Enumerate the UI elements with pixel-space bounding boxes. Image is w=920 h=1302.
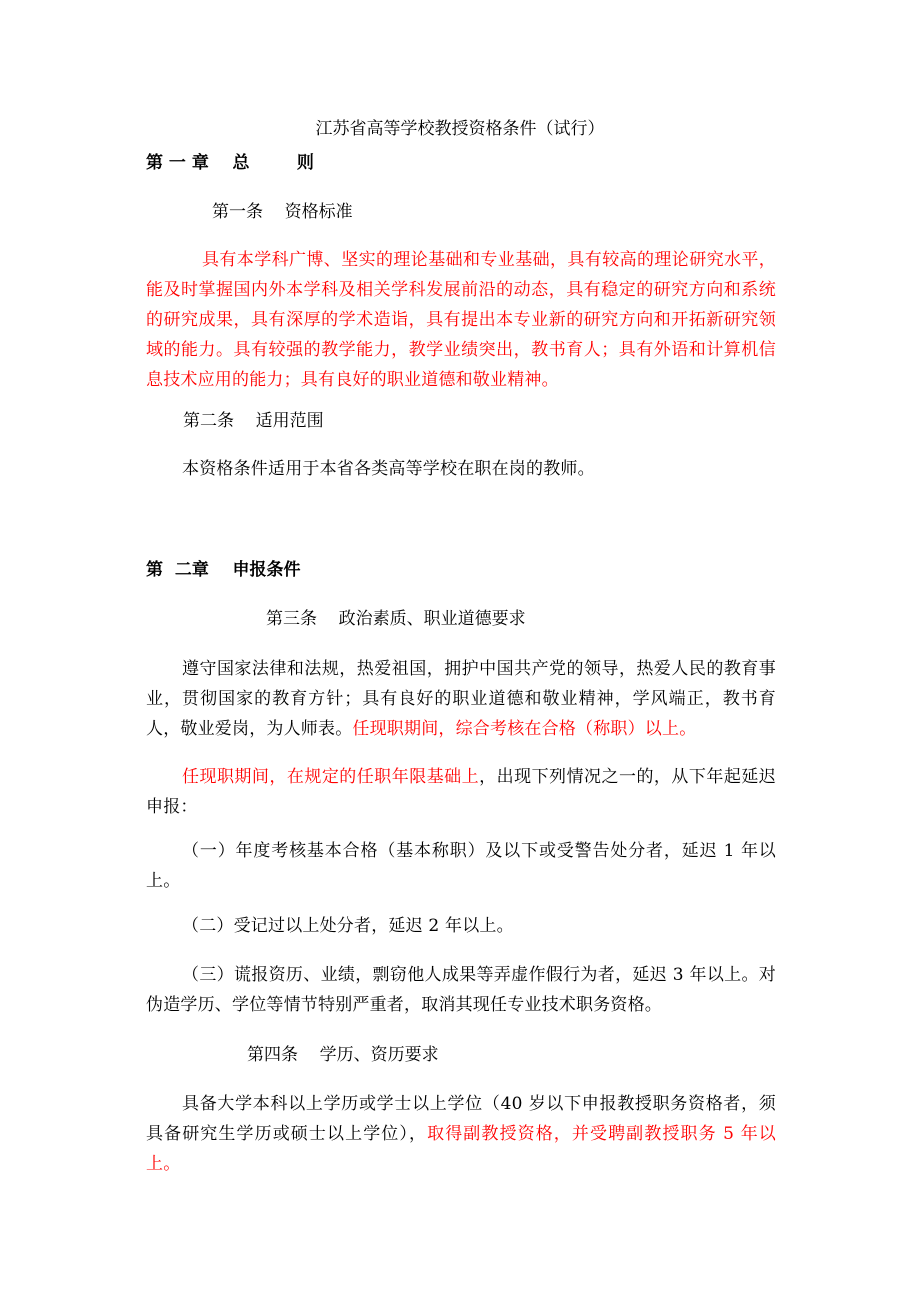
article-3-paragraph-2-highlight: 任现职期间，在规定的任职年限基础上	[182, 767, 480, 787]
article-3-paragraph-2-text: ，出现下列情况之一的，从下年起延迟申报：	[146, 767, 776, 817]
article-4-paragraph-1-text: 具备大学本科以上学历或学士以上学位（40 岁以下申报教授职务资格者，须具备研究生学历或硕士以上学位），	[146, 1094, 776, 1144]
article-3-heading: 第三条 政治素质、职业道德要求	[266, 609, 526, 629]
article-1-heading: 第一条 资格标准	[212, 202, 353, 222]
document-title: 江苏省高等学校教授资格条件（试行）	[315, 119, 605, 139]
article-4-paragraph-1-highlight: 取得副教授资格，并受聘副教授职务 5 年以上。	[146, 1124, 776, 1174]
article-3-paragraph-1-highlight: 任现职期间，综合考核在合格（称职）以上。	[352, 719, 697, 739]
article-3-item-1: （一）年度考核基本合格（基本称职）及以下或受警告处分者，延迟 1 年以上。	[146, 841, 776, 891]
article-3-paragraph-1	[146, 654, 776, 744]
chapter-2-heading: 第 二章 申报条件	[146, 560, 301, 580]
article-2-heading: 第二条 适用范围	[183, 411, 324, 431]
article-4-paragraph-1	[146, 1089, 776, 1179]
article-3-paragraph-2	[146, 762, 776, 822]
article-4-heading: 第四条 学历、资历要求	[247, 1045, 439, 1065]
article-3-item-3: （三）谎报资历、业绩，剽窃他人成果等弄虚作假行为者，延迟 3 年以上。对伪造学历、学位等情节特别严重者，取消其现任专业技术职务资格。	[146, 965, 776, 1015]
article-1-body: 具有本学科广博、坚实的理论基础和专业基础，具有较高的理论研究水平，能及时掌握国内外本学科及相关学科发展前沿的动态，具有稳定的研究方向和系统的研究成果，具有深厚的学术造诣，具有提出本专业新的研究方向和开拓新研究领域的能力。具有较强的教学能力，教学业绩突出，教书育人；具有外语和计算机信息技术应用的能力；具有良好的职业道德和敬业精神。	[146, 250, 776, 390]
article-3-paragraph-1-text: 遵守国家法律和法规，热爱祖国，拥护中国共产党的领导，热爱人民的教育事业，贯彻国家的教育方针；具有良好的职业道德和敬业精神，学风端正，教书育人，敬业爱岗，为人师表。	[146, 659, 776, 739]
article-2-body: 本资格条件适用于本省各类高等学校在职在岗的教师。	[182, 459, 595, 479]
chapter-1-heading: 第 一 章 总 则	[146, 153, 314, 173]
article-3-item-2: （二）受记过以上处分者，延迟 2 年以上。	[182, 916, 514, 936]
